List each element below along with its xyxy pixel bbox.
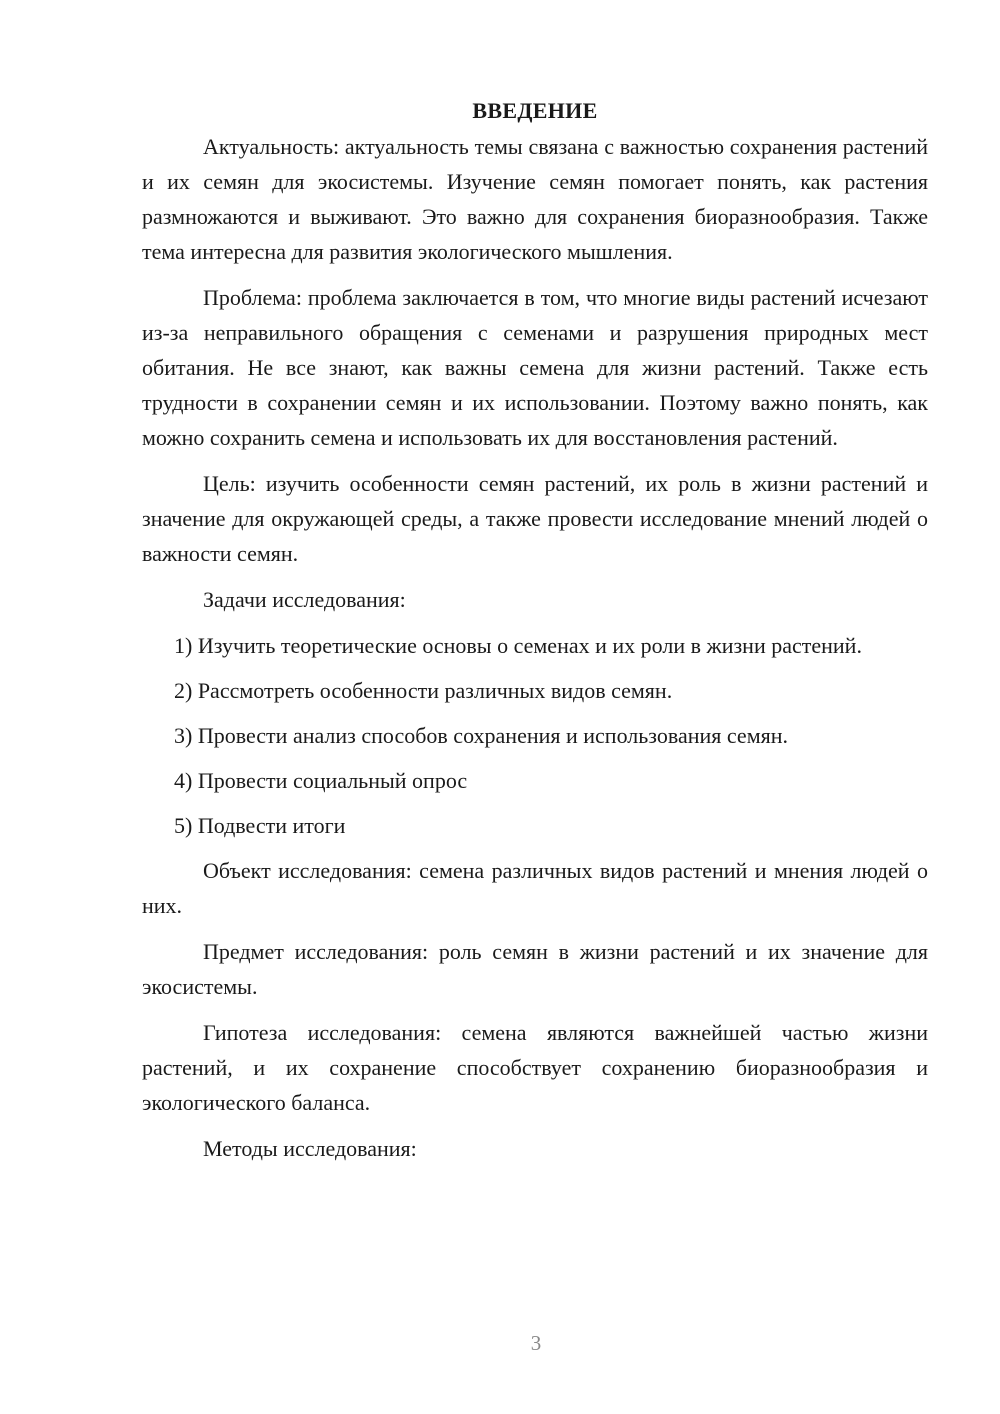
problem-paragraph: Проблема: проблема заключается в том, что многие виды растений исчезают из-за неправильного обращения с семенами и разрушения природных мест обитания. Не все знают, как важны семена для жизни растений. Также есть трудности в сохранении семян и их использовании. Поэтому важно понять, как можно сохранить семена и использовать их для восстановления растений. (142, 285, 928, 450)
hypothesis-paragraph: Гипотеза исследования: семена являются важнейшей частью жизни растений, и их сохранение способствует сохранению биоразнообразия и экологического баланса. (142, 1020, 928, 1115)
task-item-5: 5) Подвести итоги (174, 813, 346, 838)
page-number: 3 (530, 1331, 542, 1355)
task-item-4: 4) Провести социальный опрос (174, 768, 468, 793)
subject-paragraph: Предмет исследования: роль семян в жизни растений и их значение для экосистемы. (142, 939, 928, 999)
tasks-heading: Задачи исследования: (203, 587, 406, 612)
task-item-3: 3) Провести анализ способов сохранения и использования семян. (174, 723, 789, 748)
section-title: ВВЕДЕНИЕ (472, 98, 598, 123)
goal-paragraph: Цель: изучить особенности семян растений, их роль в жизни растений и значение для окружающей среды, а также провести исследование мнений людей о важности семян. (142, 471, 928, 566)
object-paragraph: Объект исследования: семена различных видов растений и мнения людей о них. (142, 858, 928, 918)
methods-heading: Методы исследования: (203, 1136, 417, 1161)
task-item-2: 2) Рассмотреть особенности различных видов семян. (174, 678, 673, 703)
task-item-1: 1) Изучить теоретические основы о семенах и их роли в жизни растений. (174, 633, 862, 658)
document-page (142, 96, 928, 1177)
relevance-paragraph: Актуальность: актуальность темы связана с важностью сохранения растений и их семян для экосистемы. Изучение семян помогает понять, как растения размножаются и выживают. Это важно для сохранения биоразнообразия. Также тема интересна для развития экологического мышления. (142, 134, 928, 264)
